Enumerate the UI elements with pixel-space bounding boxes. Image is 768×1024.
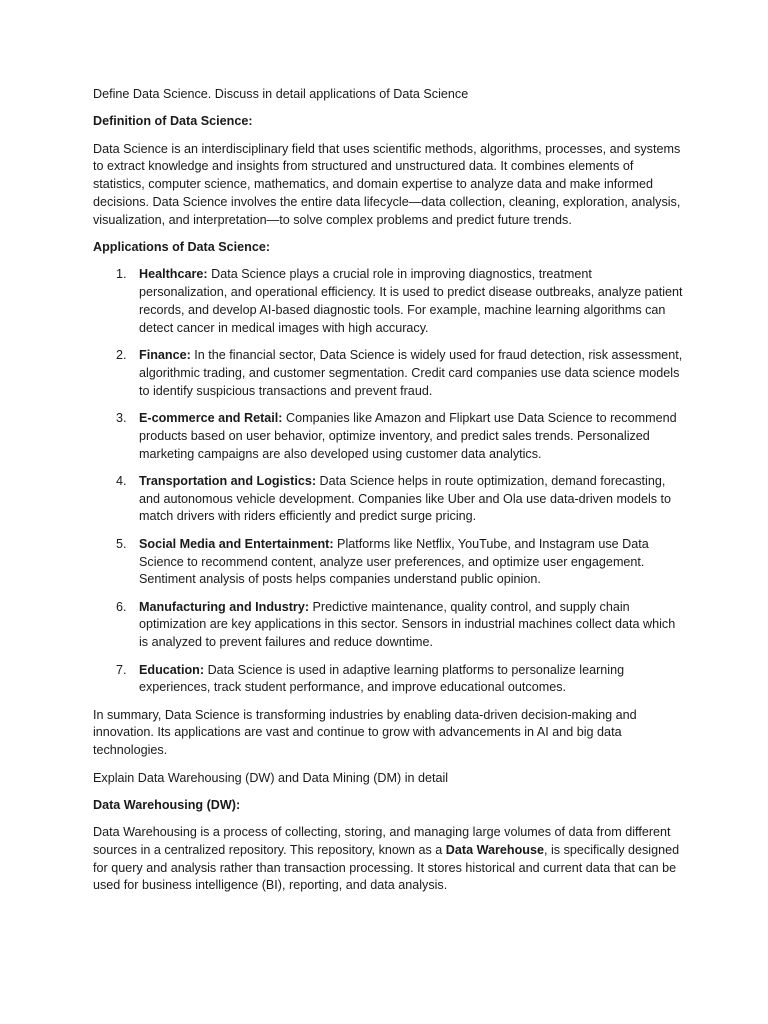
list-item-text: Data Science is used in adaptive learning platforms to personalize learning experiences, track student performance, and improve educational outcomes. (139, 662, 625, 695)
list-item-text: Data Science plays a crucial role in improving diagnostics, treatment personalization, and operational efficiency. It is used to predict disease outbreaks, analyze patient records, and develop AI-based diagnostic tools. For example, machine learning algorithms can detect cancer in medical images with high accuracy. (139, 267, 683, 335)
definition-paragraph: Data Science is an interdisciplinary field that uses scientific methods, algorithms, processes, and systems to extract knowledge and insights from structured and unstructured data. It combines elements of statistics, computer science, mathematics, and domain expertise to analyze data and make informed decisions. Data Science involves the entire data lifecycle—data collection, cleaning, exploration, analysis, visualization, and interpretation—to solve complex problems and predict future trends. (93, 141, 681, 227)
list-item-healthcare (93, 266, 683, 337)
list-item-text: Companies like Amazon and Flipkart use Data Science to recommend products based on user behavior, optimize inventory, and predict sales trends. Personalized marketing campaigns are also developed using customer data analytics. (139, 410, 677, 461)
list-item-title: E-commerce and Retail: (139, 410, 283, 425)
list-item-title: Finance: (139, 348, 191, 363)
list-item-text: In the financial sector, Data Science is widely used for fraud detection, risk assessment, algorithmic trading, and customer segmentation. Credit card companies use data science models to identify suspicious transactions and prevent fraud. (139, 348, 683, 398)
definition-heading: Definition of Data Science: (93, 114, 253, 129)
list-number: 3. (116, 410, 127, 425)
dw-term: Data Warehouse (445, 842, 545, 857)
list-item-title: Social Media and Entertainment: (139, 536, 334, 551)
list-number: 5. (116, 536, 127, 551)
list-item-text: Data Science helps in route optimization, demand forecasting, and autonomous vehicle development. Companies like Uber and Ola use data-driven models to match drivers with riders efficiently and predict surge pricing. (139, 473, 672, 524)
list-item-text: Predictive maintenance, quality control, and supply chain optimization are key applications in this sector. Sensors in industrial machines collect data which is analyzed to prevent failures and reduce downtime. (139, 599, 676, 650)
list-item-manufacturing (93, 599, 683, 652)
applications-heading: Applications of Data Science: (93, 240, 271, 255)
list-item-text: Platforms like Netflix, YouTube, and Instagram use Data Science to recommend content, analyze user preferences, and optimize user engagement. Sentiment analysis of posts helps companies understand public opinion. (139, 536, 649, 587)
list-number: 4. (116, 473, 127, 488)
list-item-social-media (93, 536, 683, 589)
question-2: Explain Data Warehousing (DW) and Data Mining (DM) in detail (93, 770, 449, 785)
list-item-title: Transportation and Logistics: (139, 473, 317, 488)
dw-text-before: Data Warehousing is a process of collecting, storing, and managing large volumes of data from different sources in a centralized repository. This repository, known as a (93, 825, 671, 857)
list-item-title: Healthcare: (139, 267, 208, 282)
list-item-finance (93, 347, 683, 400)
list-item-transportation (93, 473, 683, 526)
list-item-title: Education: (139, 662, 205, 677)
list-item-education (93, 662, 683, 698)
list-item-title: Manufacturing and Industry: (139, 599, 310, 614)
dw-text-after: , is specifically designed for query and analysis rather than transaction processing. It stores historical and current data that can be used for business intelligence (BI), reporting, and data analysis. (93, 842, 680, 893)
applications-list (93, 266, 683, 697)
document-page (93, 86, 683, 905)
dw-heading: Data Warehousing (DW): (93, 797, 241, 812)
list-number: 1. (116, 267, 127, 282)
list-number: 2. (116, 348, 127, 363)
dw-paragraph (93, 824, 683, 895)
list-number: 6. (116, 599, 127, 614)
list-number: 7. (116, 662, 127, 677)
summary-paragraph: In summary, Data Science is transforming industries by enabling data-driven decision-making and innovation. Its applications are vast and continue to grow with advancements in AI and big data technologies. (93, 707, 637, 758)
question-1: Define Data Science. Discuss in detail applications of Data Science (93, 87, 469, 101)
list-item-ecommerce (93, 410, 683, 463)
